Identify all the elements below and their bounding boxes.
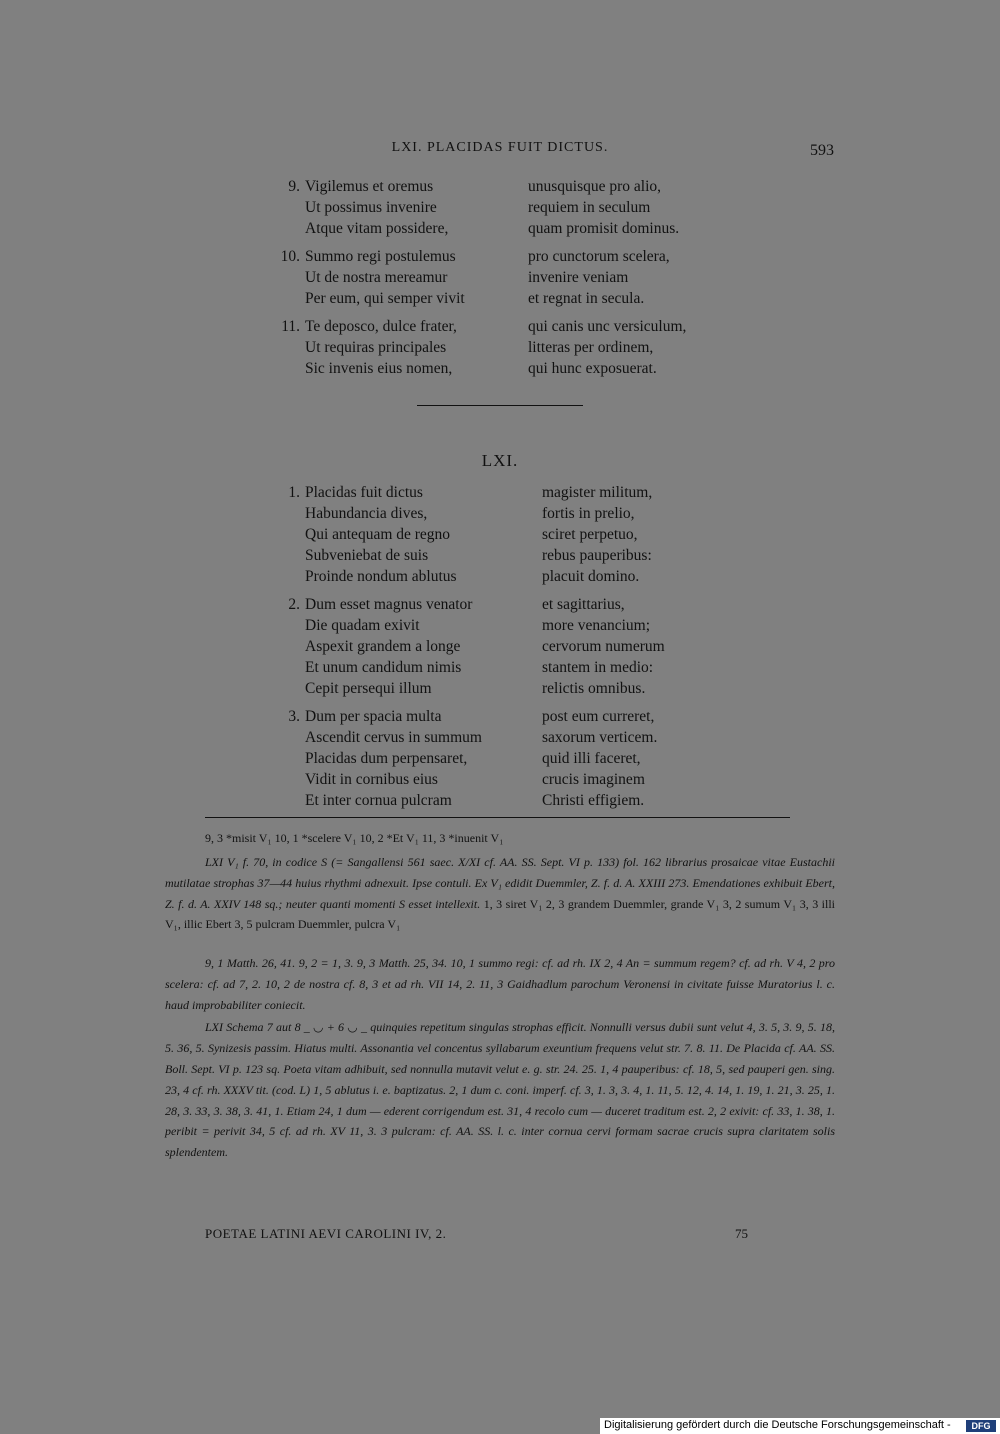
verse-right: invenire veniam <box>528 269 629 286</box>
verse-left: Atque vitam possidere, <box>305 220 449 237</box>
verse-right: unusquisque pro alio, <box>528 178 662 195</box>
verse-right: rebus pauperibus: <box>542 547 652 564</box>
verse-left: Ut requiras principales <box>305 339 447 356</box>
verse-right: sciret perpetuo, <box>542 526 638 543</box>
verse-line <box>270 246 750 267</box>
verse-line <box>270 566 750 587</box>
stanza-number: 1. <box>288 484 300 501</box>
verse-line <box>270 482 750 503</box>
verse-right: cervorum numerum <box>542 638 665 655</box>
verse-line <box>270 524 750 545</box>
verse-right: et sagittarius, <box>542 596 625 613</box>
verse-line <box>270 769 750 790</box>
verse-right: requiem in seculum <box>528 199 651 216</box>
verse-right: et regnat in secula. <box>528 290 645 307</box>
verse-line <box>270 545 750 566</box>
verse-right: litteras per ordinem, <box>528 339 654 356</box>
verse-left: Placidas fuit dictus <box>305 484 423 501</box>
sheet-number: 75 <box>735 1226 748 1241</box>
verse-right: more venancium; <box>542 617 651 634</box>
commentary <box>165 953 835 1163</box>
verse-left: Te deposco, dulce frater, <box>305 318 457 335</box>
stanza-number: 2. <box>288 596 300 613</box>
running-head: LXI. PLACIDAS FUIT DICTUS. <box>391 140 609 155</box>
verse-right: crucis imaginem <box>542 771 645 788</box>
commentary-metrics: LXI Schema 7 aut 8 _ ◡ + 6 ◡ _ quinquies repetitum singulas strophas efficit. Nonnulli versus dubii sunt velut 4, 3. 5, 3. 9, 5. 18, 5. 36, 5. Synizesis passim. Hiatus multi. Assonantia vel concentus syllabarum exeuntium frequens velut str. 7. 8. 11. De Placida cf. AA. SS. Boll. Sept. VI p. 123 sq. Poeta vitam adhibuit, sed nonnulla mutavit velut e. g. str. 24. 25. 1, 4 pauperibus: cf. 18, 5, sed pauperi gen. sing. 23, 4 cf. rh. XXXV tit. (cod. L) 1, 5 ablutus i. e. baptizatus. 2, 1 dum c. coni. imperf. cf. 3, 1. 3, 3. 4, 1. 11, 5. 12, 4. 14, 1. 19, 1. 21, 3. 25, 1. 28, 3. 33, 3. 38, 3. 41, 1. Etiam 24, 1 dum — ederent corrigendum est. 31, 4 recolo cum — duceret traditum est. 2, 2 exivit: cf. 33, 1. 38, 1. peribit = perivit 34, 5 cf. ad rh. XV 11, 3. 3 pulcram: cf. AA. SS. l. c. inter cornua cervi formam sacrae crucis supra claritatem solis splendentem. <box>165 1020 835 1160</box>
verse-line <box>270 678 750 699</box>
verse-line <box>270 636 750 657</box>
verse-left: Placidas dum perpensaret, <box>305 750 468 767</box>
verse-line <box>270 727 750 748</box>
verse-right: placuit domino. <box>542 568 640 585</box>
variant-notes <box>165 828 835 849</box>
verse-right: saxorum verticem. <box>542 729 658 746</box>
verse-left: Sic invenis eius nomen, <box>305 360 453 377</box>
variant-readings: 9, 3 *misit V₁ 10, 1 *scelere V₁ 10, 2 *Et V₁ 11, 3 *inuenit V₁ <box>205 831 504 845</box>
dfg-logo-icon: DFG <box>966 1420 996 1432</box>
verse-left: Dum per spacia multa <box>305 708 442 725</box>
verse-line <box>270 706 750 727</box>
verse-left: Subveniebat de suis <box>305 547 429 564</box>
verse-line <box>270 594 750 615</box>
verse-left: Vidit in cornibus eius <box>305 771 438 788</box>
verse-left: Qui antequam de regno <box>305 526 451 543</box>
stanza-1 <box>270 482 750 587</box>
stanza-number: 11. <box>281 318 300 335</box>
verse-right: pro cunctorum scelera, <box>528 248 670 265</box>
verse-line <box>270 503 750 524</box>
verse-left: Et unum candidum nimis <box>305 659 462 676</box>
verse-line <box>270 358 750 379</box>
page-number: 593 <box>810 142 834 159</box>
verse-right: qui hunc exposuerat. <box>528 360 657 377</box>
verse-right: quam promisit dominus. <box>528 220 680 237</box>
verse-right: post eum curreret, <box>542 708 655 725</box>
verse-line <box>270 288 750 309</box>
verse-right: qui canis unc versiculum, <box>528 318 687 335</box>
verse-left: Vigilemus et oremus <box>305 178 434 195</box>
apparatus-readings: 1, 3 siret V₁ 2, 3 grandem Duemmler, grande V₁ 3, 2 sumum V₁ 3, 3 illi V₁, illic Ebert 3, 5 pulcram Duemmler, pulcra V₁ <box>165 896 836 932</box>
verse-left: Dum esset magnus venator <box>305 596 473 613</box>
footnote-divider <box>205 817 790 818</box>
stanza-number: 3. <box>288 708 300 725</box>
verse-right: stantem in medio: <box>542 659 654 676</box>
verse-line <box>270 316 750 337</box>
credit-text: Digitalisierung gefördert durch die Deutsche Forschungsgemeinschaft - <box>604 1419 951 1431</box>
commentary-citations: 9, 1 Matth. 26, 41. 9, 2 = 1, 3. 9, 3 Matth. 25, 34. 10, 1 summo regi: cf. ad rh. IX 2, 4 An = summum regem? cf. ad rh. V 4, 2 pro scelera: cf. ad 7, 2. 10, 2 de nostra cf. 8, 3 et ad rh. VII 14, 2. 11, 3 Gaidhadlum parochum Veronensi in civitate fuisse Muratorius l. c. haud improbabiliter coniecit. <box>165 956 835 1012</box>
verse-left: Ut possimus invenire <box>305 199 437 216</box>
verse-line <box>270 218 750 239</box>
verse-left: Habundancia dives, <box>305 505 428 522</box>
verse-line <box>270 748 750 769</box>
verse-line <box>270 790 750 811</box>
verse-left: Per eum, qui semper vivit <box>305 290 465 307</box>
stanza-2 <box>270 594 750 699</box>
prev-stanza-10 <box>270 246 750 309</box>
verse-line <box>270 657 750 678</box>
critical-apparatus <box>165 852 835 935</box>
verse-left: Die quadam exivit <box>305 617 420 634</box>
verse-right: Christi effigiem. <box>542 792 645 809</box>
signature-line: POETAE LATINI AEVI CAROLINI IV, 2. <box>205 1226 447 1241</box>
prev-stanza-11 <box>270 316 750 379</box>
verse-line <box>270 267 750 288</box>
verse-left: Et inter cornua pulcram <box>305 792 452 809</box>
apparatus-text: LXI V₁ f. 70, in codice S (= Sangallensi 561 saec. X/XI cf. AA. SS. Sept. VI p. 133) fol. 162 librarius prosaicae vitae Eustachii mutilatae strophas 37—44 huius rhythmi adnexuit. Ipse contuli. Ex V₁ edidit Duemmler, Z. f. d. A. XXIII 273. Emendationes exhibuit Ebert, Z. f. d. A. XXIV 148 sq.; neuter quanti momenti S esset intellexit. <box>165 855 835 911</box>
verse-left: Ascendit cervus in summum <box>305 729 482 746</box>
verse-right: magister militum, <box>542 484 653 501</box>
poem-title: LXI. <box>481 451 519 470</box>
verse-left: Aspexit grandem a longe <box>305 638 461 655</box>
section-divider <box>417 405 583 406</box>
stanza-3 <box>270 706 750 811</box>
verse-line <box>270 615 750 636</box>
verse-right: quid illi faceret, <box>542 750 641 767</box>
verse-line <box>270 176 750 197</box>
verse-line <box>270 337 750 358</box>
verse-left: Ut de nostra mereamur <box>305 269 448 286</box>
prev-stanza-9 <box>270 176 750 239</box>
verse-left: Proinde nondum ablutus <box>305 568 457 585</box>
stanza-number: 10. <box>280 248 300 265</box>
verse-left: Cepit persequi illum <box>305 680 432 697</box>
verse-right: relictis omnibus. <box>542 680 646 697</box>
verse-right: fortis in prelio, <box>542 505 635 522</box>
verse-line <box>270 197 750 218</box>
stanza-number: 9. <box>288 178 300 195</box>
verse-left: Summo regi postulemus <box>305 248 456 265</box>
